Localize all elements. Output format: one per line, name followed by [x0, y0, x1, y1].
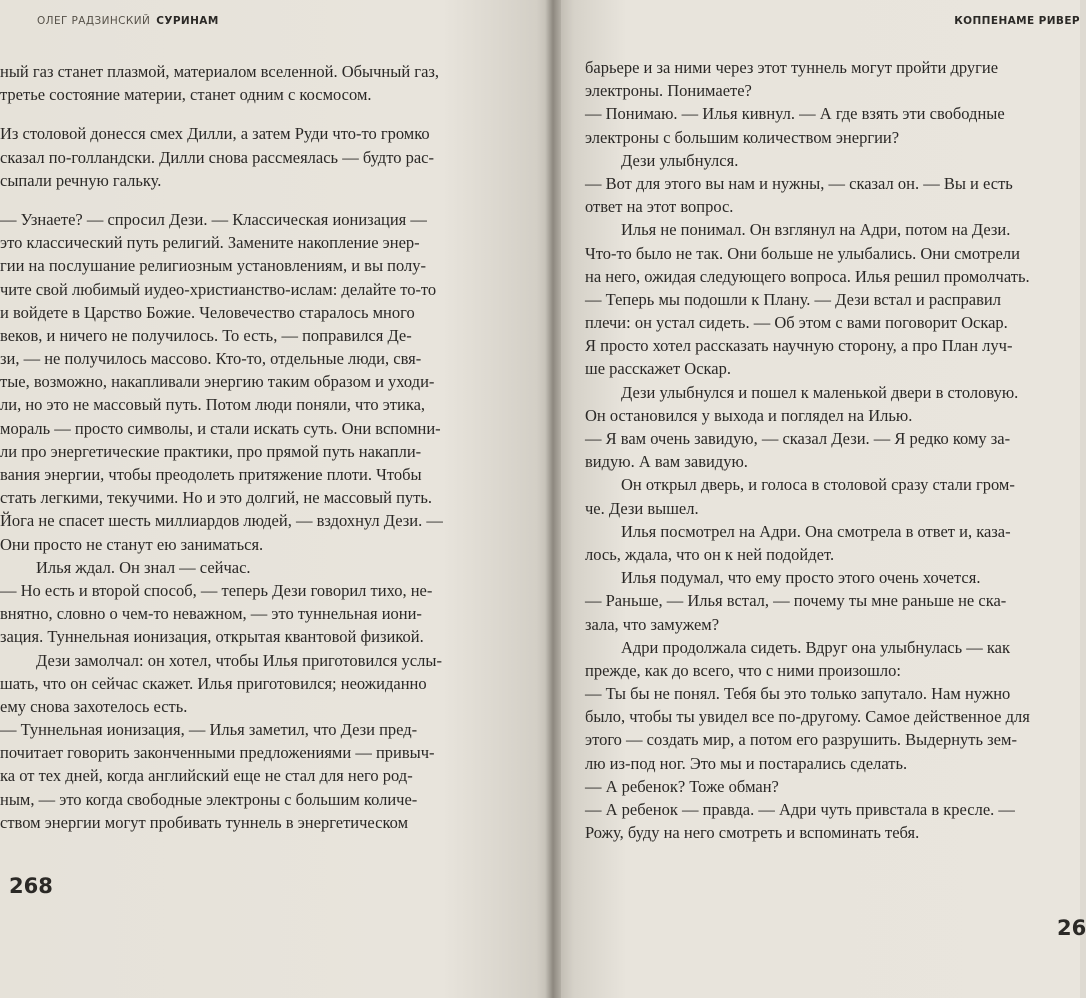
paragraph-gap: [0, 192, 443, 208]
left-page-text: [0, 60, 443, 834]
text-line: веков, и ничего не получилось. То есть, — поправился Де-: [0, 325, 412, 345]
text-line: ством энергии могут пробивать туннель в энергетическом: [0, 812, 409, 832]
text-line: барьере и за ними через этот туннель могут пройти другие: [585, 58, 999, 77]
text-line: Из столовой донесся смех Дилли, а затем Руди что-то громко: [0, 124, 430, 144]
text-line: Дези улыбнулся и пошел к маленькой двери в столовую.: [621, 382, 1019, 402]
text-line: Дези замолчал: он хотел, чтобы Илья приготовился услы-: [36, 650, 442, 670]
text-line: ка от тех дней, когда английский еще не стал для него род-: [0, 766, 413, 786]
text-line: ный газ станет плазмой, материалом вселенной. Обычный газ,: [0, 62, 440, 81]
text-line: это классический путь религий. Замените накопление энер-: [0, 233, 420, 253]
right-page-number: 26: [1057, 916, 1086, 940]
text-line: Рожу, буду на него смотреть и вспоминать тебя.: [585, 823, 920, 843]
text-line: Дези улыбнулся.: [621, 150, 739, 170]
text-line: — Но есть и второй способ, — теперь Дези говорил тихо, не-: [0, 580, 433, 600]
text-line: Илья не понимал. Он взглянул на Адри, потом на Дези.: [621, 220, 1011, 240]
text-line: зация. Туннельная ионизация, открытая квантовой физикой.: [0, 627, 424, 647]
text-line: сыпали речную гальку.: [0, 170, 162, 190]
left-page-number: 268: [9, 874, 53, 898]
right-page-text: [585, 56, 1030, 844]
text-line: Йога не спасет шесть миллиардов людей, — вздохнул Дези. —: [0, 511, 443, 531]
text-line: — Теперь мы подошли к Плану. — Дези встал и расправил: [585, 289, 1001, 309]
text-line: электроны с большим количеством энергии?: [585, 127, 900, 147]
text-line: Он открыл дверь, и голоса в столовой сразу стали гром-: [621, 475, 1015, 495]
text-line: было, чтобы ты увидел все по-другому. Самое действенное для: [585, 707, 1030, 727]
text-line: этого — создать мир, а потом его разрушить. Выдернуть зем-: [585, 730, 1017, 750]
left-running-header: [37, 15, 219, 27]
text-line: тые, возможно, накапливали энергию таким образом и уходи-: [0, 372, 435, 392]
text-line: видую. А вам завидую.: [585, 452, 748, 472]
text-line: чите свой любимый иудео-христианство-ислам: делайте то-то: [0, 279, 437, 299]
text-line: ным, — это когда свободные электроны с большим количе-: [0, 789, 418, 809]
text-line: Я просто хотел рассказать научную сторону, а про План луч-: [585, 336, 1013, 356]
text-line: — Туннельная ионизация, — Илья заметил, что Дези пред-: [0, 720, 418, 740]
text-line: — Раньше, — Илья встал, — почему ты мне раньше не ска-: [585, 591, 1007, 611]
text-line: и войдете в Царство Божие. Человечество старалось много: [0, 302, 415, 322]
text-line: ему снова захотелось есть.: [0, 696, 188, 716]
text-line: электроны. Понимаете?: [585, 81, 752, 101]
text-line: мораль — просто символы, и стали искать суть. Они вспомни-: [0, 418, 441, 438]
text-line: стать легкими, текучими. Но и это долгий, не массовый путь.: [0, 488, 433, 508]
text-line: Илья подумал, что ему просто этого очень хочется.: [621, 568, 981, 588]
text-line: внятно, словно о чем-то неважном, — это туннельная иони-: [0, 604, 422, 624]
text-line: Они просто не станут ею заниматься.: [0, 534, 264, 554]
text-line: лю из-под ног. Это мы и постарались сделать.: [585, 753, 908, 773]
text-line: почитает говорить законченными предложениями — привыч-: [0, 743, 435, 763]
text-line: прежде, как до всего, что с ними произошло:: [585, 660, 901, 680]
text-line: зала, что замужем?: [585, 614, 720, 634]
text-line: плечи: он устал сидеть. — Об этом с вами поговорит Оскар.: [585, 313, 1008, 333]
text-line: ли, но это не массовый путь. Потом люди поняли, что этика,: [0, 395, 426, 415]
text-line: — Вот для этого вы нам и нужны, — сказал он. — Вы и есть: [585, 173, 1013, 193]
header-book-title: СУРИНАМ: [156, 15, 219, 27]
text-line: на него, ожидая следующего вопроса. Илья решил промолчать.: [585, 266, 1030, 286]
paragraph-gap: [0, 106, 443, 122]
text-line: Он остановился у выхода и поглядел на Илью.: [585, 405, 913, 425]
text-line: зи, — не получилось массово. Кто-то, отдельные люди, свя-: [0, 349, 422, 369]
text-line: сказал по-голландски. Дилли снова рассмеялась — будто рас-: [0, 147, 434, 167]
text-line: — Узнаете? — спросил Дези. — Классическая ионизация —: [0, 209, 427, 229]
text-line: Илья посмотрел на Адри. Она смотрела в ответ и, каза-: [621, 521, 1011, 541]
book-gutter: [545, 0, 561, 998]
text-line: Адри продолжала сидеть. Вдруг она улыбнулась — как: [621, 637, 1010, 657]
text-line: шать, что он сейчас скажет. Илья приготовился; неожиданно: [0, 673, 427, 693]
text-line: Что-то было не так. Они больше не улыбались. Они смотрели: [585, 243, 1020, 263]
text-line: третье состояние материи, станет одним с космосом.: [0, 85, 372, 105]
text-line: лось, ждала, что он к ней подойдет.: [585, 544, 835, 564]
text-line: — А ребенок? Тоже обман?: [585, 776, 779, 796]
text-line: гии на послушание религиозным установлениям, и вы полу-: [0, 256, 427, 276]
header-author: ОЛЕГ РАДЗИНСКИЙ: [37, 15, 151, 27]
text-line: че. Дези вышел.: [585, 498, 699, 518]
text-line: — Понимаю. — Илья кивнул. — А где взять эти свободные: [585, 104, 1005, 124]
text-line: — А ребенок — правда. — Адри чуть привстала в кресле. —: [585, 800, 1015, 819]
right-running-header: КОППЕНАМЕ РИВЕР: [954, 15, 1080, 27]
text-line: — Ты бы не понял. Тебя бы это только запутало. Нам нужно: [585, 684, 1011, 704]
text-line: Илья ждал. Он знал — сейчас.: [36, 557, 251, 577]
text-line: ответ на этот вопрос.: [585, 197, 734, 217]
text-line: ли про энергетические практики, про прямой путь накапли-: [0, 441, 422, 461]
text-line: — Я вам очень завидую, — сказал Дези. — Я редко кому за-: [585, 429, 1011, 448]
text-line: вания энергии, чтобы преодолеть притяжение плоти. Чтобы: [0, 465, 422, 484]
text-line: ше расскажет Оскар.: [585, 359, 732, 379]
